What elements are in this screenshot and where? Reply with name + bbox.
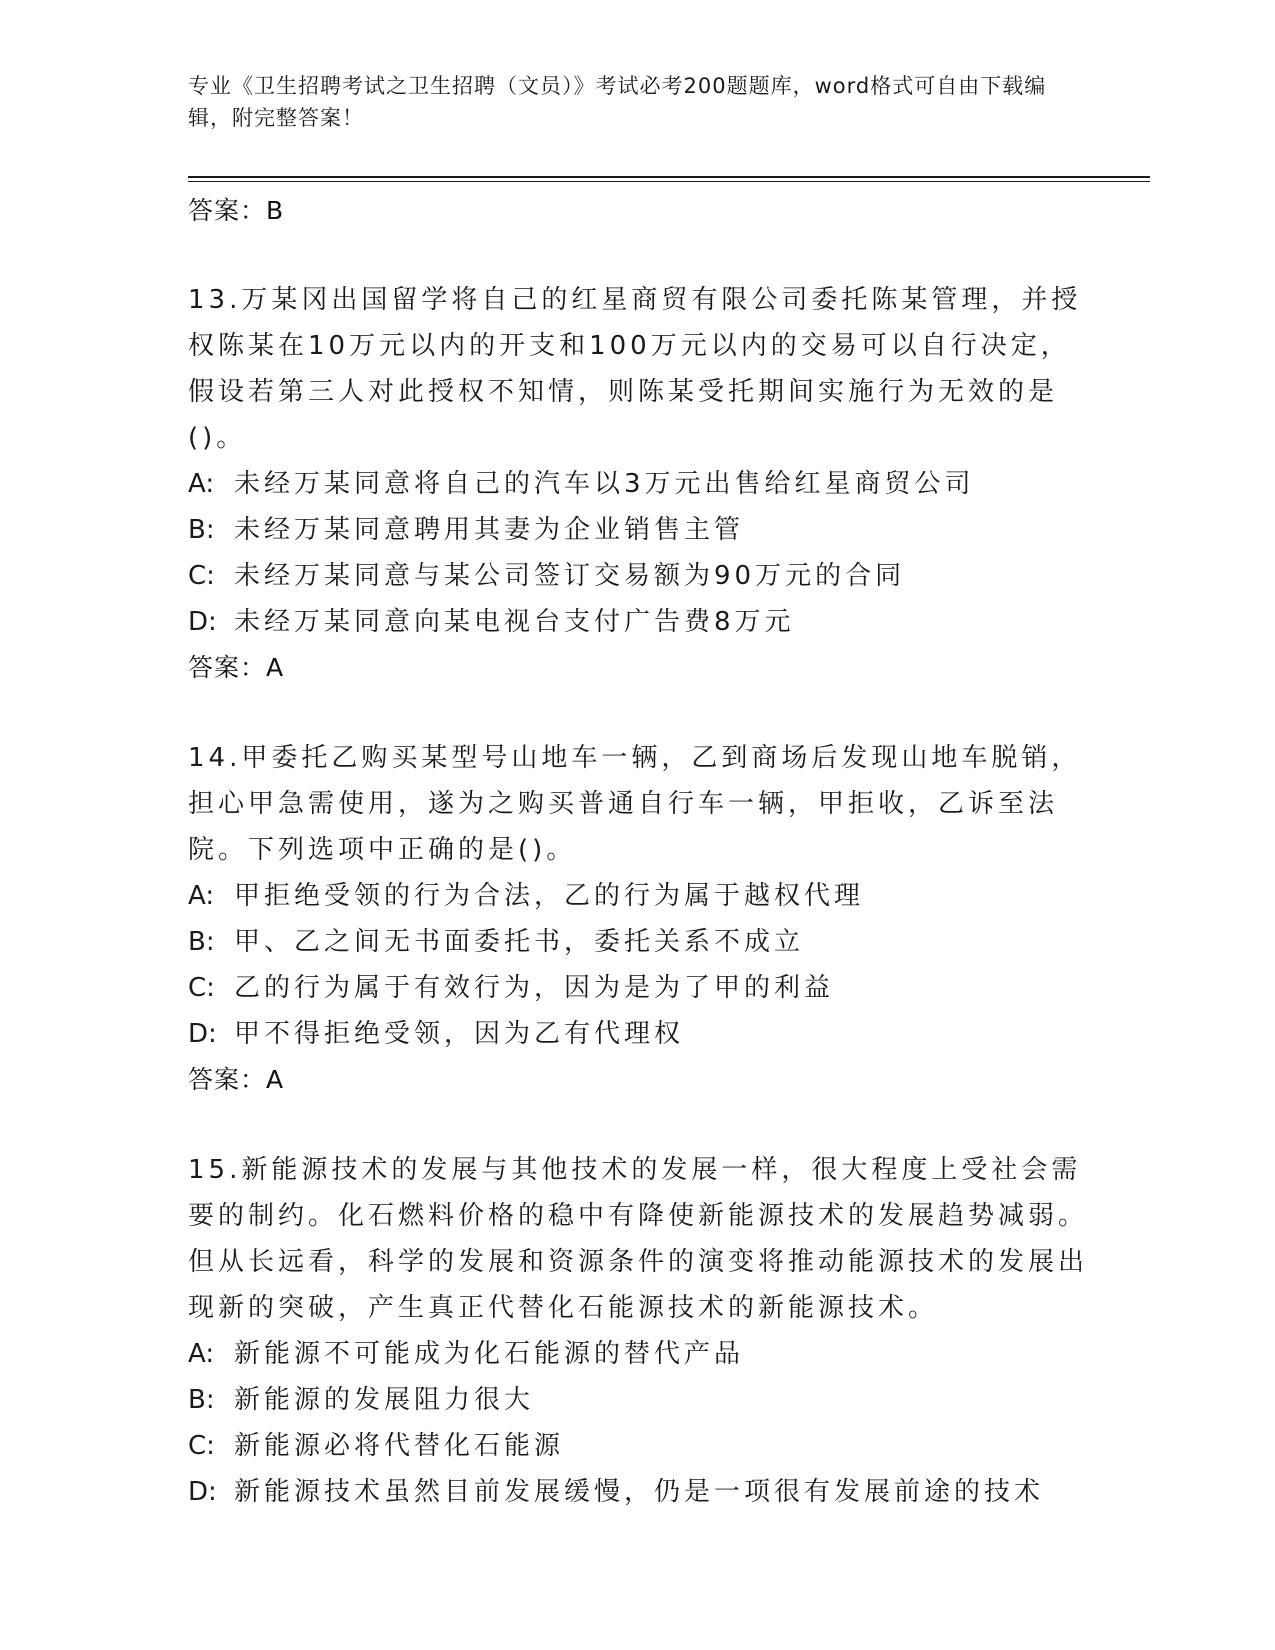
option-a <box>188 873 1088 919</box>
option-text: 新能源必将代替化石能源 <box>234 1431 565 1461</box>
option-b <box>188 919 1088 965</box>
option-c <box>188 1423 1088 1469</box>
option-letter: B: <box>188 515 215 545</box>
option-b <box>188 507 1088 553</box>
option-text: 乙的行为属于有效行为，因为是为了甲的利益 <box>234 973 835 1003</box>
option-d <box>188 1011 1088 1057</box>
option-letter: C: <box>188 1431 215 1461</box>
option-d <box>188 599 1088 645</box>
option-b <box>188 1377 1088 1423</box>
question-block-15 <box>188 1147 1088 1515</box>
option-letter: A: <box>188 881 215 911</box>
header-divider-thick <box>188 176 1150 178</box>
question-text: 15.新能源技术的发展与其他技术的发展一样，很大程度上受社会需要的制约。化石燃料价格的稳中有降使新能源技术的发展趋势减弱。但从长远看，科学的发展和资源条件的演变将推动能源技术的发展出现新的突破，产生真正代替化石能源技术的新能源技术。 <box>188 1155 1089 1323</box>
question-text: 13.万某冈出国留学将自己的红星商贸有限公司委托陈某管理，并授权陈某在10万元以内的开支和100万元以内的交易可以自行决定，假设若第三人对此授权不知情，则陈某受托期间实施行为无效的是()。 <box>188 285 1082 453</box>
question-text: 14.甲委托乙购买某型号山地车一辆，乙到商场后发现山地车脱销，担心甲急需使用，遂为之购买普通自行车一辆，甲拒收，乙诉至法院。下列选项中正确的是()。 <box>188 743 1082 865</box>
header-divider-thin <box>188 181 1150 182</box>
option-text: 新能源技术虽然目前发展缓慢，仍是一项很有发展前途的技术 <box>234 1477 1045 1507</box>
answer-line: 答案：B <box>188 196 285 225</box>
option-c <box>188 553 1088 599</box>
option-letter: D: <box>188 1477 217 1507</box>
option-text: 未经万某同意将自己的汽车以3万元出售给红星商贸公司 <box>234 469 975 499</box>
option-letter: B: <box>188 927 215 957</box>
option-a <box>188 1331 1088 1377</box>
option-d <box>188 1469 1088 1515</box>
option-letter: C: <box>188 561 215 591</box>
option-text: 未经万某同意与某公司签订交易额为90万元的合同 <box>234 561 906 591</box>
option-text: 甲拒绝受领的行为合法，乙的行为属于越权代理 <box>234 881 865 911</box>
option-letter: C: <box>188 973 215 1003</box>
question-block-14 <box>188 735 1088 1103</box>
option-letter: D: <box>188 607 217 637</box>
page-header-title: 专业《卫生招聘考试之卫生招聘（文员）》考试必考200题题库，word格式可自由下载编辑，附完整答案！ <box>188 74 1047 130</box>
option-letter: A: <box>188 469 215 499</box>
option-text: 甲不得拒绝受领，因为乙有代理权 <box>234 1019 685 1049</box>
option-text: 新能源不可能成为化石能源的替代产品 <box>234 1339 745 1369</box>
option-letter: A: <box>188 1339 215 1369</box>
option-text: 未经万某同意聘用其妻为企业销售主管 <box>234 515 745 545</box>
option-letter: B: <box>188 1385 215 1415</box>
question-block-13 <box>188 277 1088 691</box>
option-a <box>188 461 1088 507</box>
option-text: 甲、乙之间无书面委托书，委托关系不成立 <box>234 927 805 957</box>
option-letter: D: <box>188 1019 217 1049</box>
option-text: 未经万某同意向某电视台支付广告费8万元 <box>234 607 795 637</box>
answer-line: 答案：A <box>188 653 285 682</box>
option-c <box>188 965 1088 1011</box>
option-text: 新能源的发展阻力很大 <box>234 1385 535 1415</box>
answer-line: 答案：A <box>188 1065 285 1094</box>
question-content <box>188 188 1088 1515</box>
